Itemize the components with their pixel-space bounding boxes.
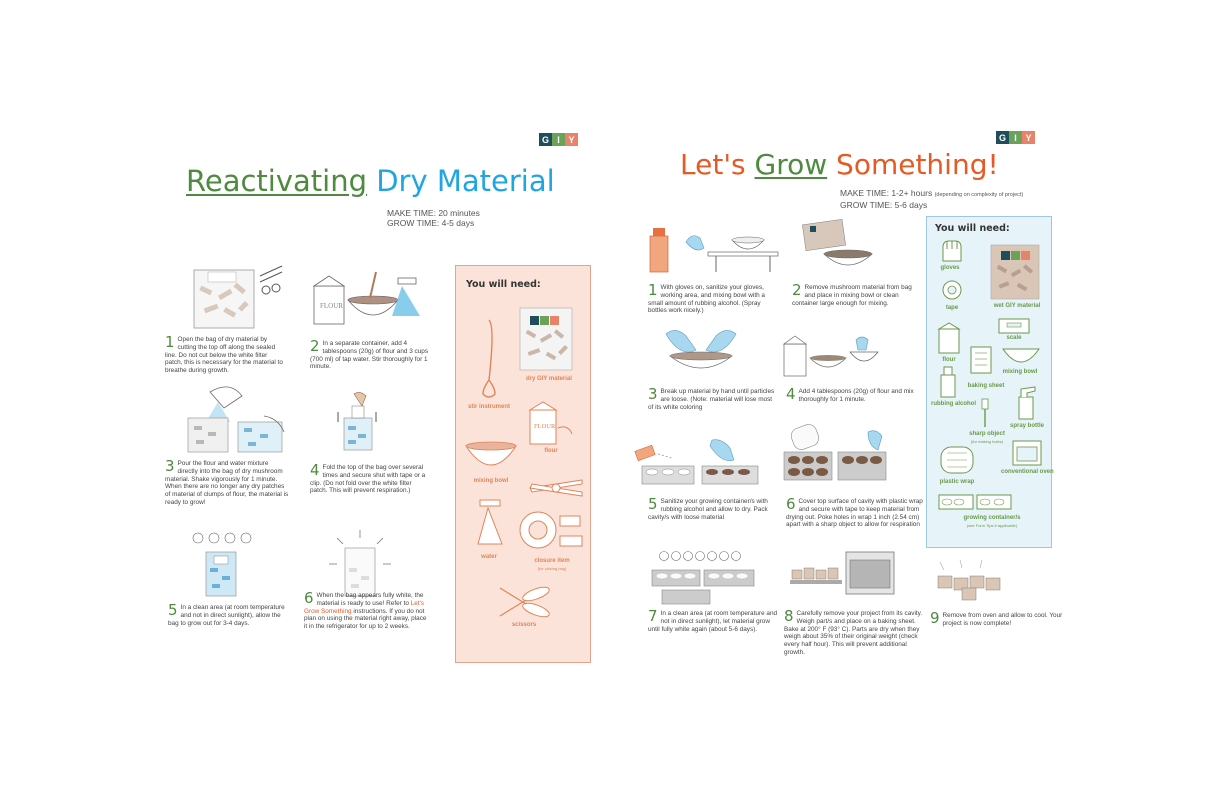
you-will-need-panel — [926, 216, 1052, 548]
time-info — [387, 208, 480, 228]
step-7 — [648, 607, 778, 633]
time-info — [840, 188, 1023, 210]
step-2 — [310, 337, 432, 371]
step-number: 8 — [784, 607, 794, 625]
growing-container-icon — [937, 491, 1013, 511]
tape-icon — [939, 279, 965, 301]
you-will-need-title: You will need: — [935, 223, 1010, 234]
giy-logo — [996, 131, 1035, 144]
stir-instrument-icon — [478, 316, 500, 400]
need-item-dry-giy-material: dry GIY material — [526, 376, 572, 382]
wet-giy-material-icon — [989, 243, 1041, 301]
step-number: 1 — [648, 281, 658, 299]
step-text: Sanitize your growing container/s with rubbing alcohol and allow to dry. Pack cavity/s with loose material — [648, 498, 768, 521]
plastic-wrap-icon — [937, 443, 977, 477]
svg-text:FLOUR: FLOUR — [320, 302, 343, 310]
sharp-object-sub: (for making holes) — [970, 439, 1003, 444]
mixing-bowl-icon — [464, 438, 518, 474]
flour-icon — [526, 398, 574, 446]
step-1 — [648, 281, 778, 315]
need-item-scale: scale — [1006, 335, 1022, 341]
step-text: instructions. If you do not plan on using the material right away, place it in the refrigerator for up to 2 weeks. — [304, 607, 427, 631]
add-flour-illustration — [780, 332, 880, 380]
need-item-closure-item — [520, 558, 584, 572]
step-number: 1 — [165, 333, 175, 351]
closure-item-label: closure item — [534, 558, 570, 564]
need-item-flour: flour — [942, 357, 956, 363]
need-item-stir-instrument: stir instrument — [467, 404, 510, 410]
step-number: 7 — [648, 607, 658, 625]
step-3 — [648, 385, 778, 411]
step-text: In a clean area (at room temperature and not in direct sunlight), let material grow until fully white again (about 5-6 days). — [648, 610, 778, 633]
step-number: 3 — [165, 457, 175, 475]
step-text: Add 4 tablespoons (20g) of flour and mix thoroughly for 1 minute. — [798, 388, 914, 403]
remove-material-illustration — [798, 218, 888, 276]
need-item-flour: flour — [544, 448, 558, 454]
step-number: 2 — [792, 281, 802, 299]
baking-sheet-icon — [969, 345, 993, 375]
grow-bag-clocks-illustration — [190, 530, 258, 605]
page-title — [680, 148, 999, 181]
title-reactivating: Reactivating — [186, 164, 367, 198]
mixing-bowl-icon — [1001, 345, 1041, 367]
dry-giy-material-icon — [518, 306, 574, 372]
step-2 — [792, 281, 920, 307]
fold-bag-illustration — [330, 388, 400, 453]
step-4 — [786, 385, 920, 404]
rubbing-alcohol-icon — [939, 365, 957, 399]
step-text: Carefully remove your project from its cavity. Weigh part/s and place on a baking sheet. Bake at 200° F (93° C). Parts are dry when they weigh about 35% of their original weight (check every half hour). This will prevent additional growth. — [784, 610, 923, 656]
sanitize-container-illustration — [632, 438, 762, 490]
logo-letter-y: Y — [565, 133, 578, 146]
you-will-need-title: You will need: — [466, 279, 541, 290]
step-text: With gloves on, sanitize your gloves, working area, and mixing bowl with a small amount of rubbing alcohol. (Spray bottles work nicely.) — [648, 284, 765, 315]
cover-plastic-wrap-illustration — [780, 422, 890, 492]
need-item-growing-containers — [947, 515, 1037, 529]
step-text: In a separate container, add 4 tablespoons (20g) of flour and 3 cups (700 ml) of tap water. Stir thoroughly for 1 minute. — [310, 340, 429, 371]
step-number: 4 — [310, 461, 320, 479]
step-1 — [165, 333, 285, 375]
make-time: MAKE TIME: 1-2+ hours — [840, 188, 933, 198]
title-lets: Let's — [680, 148, 746, 181]
closure-item-icon — [516, 506, 586, 556]
conventional-oven-icon — [1011, 439, 1043, 467]
step-text: Pour the flour and water mixture directly into the bag of dry mushroom material. Shake vigorously for 1 minute. When there are no longer any dry patches of material of clumps of flour, the material is ready to grow! — [165, 460, 289, 506]
grow-containers-clocks-illustration — [648, 550, 758, 606]
title-dry-material: Dry Material — [376, 164, 555, 198]
gloves-icon — [939, 237, 965, 263]
bag-scissors-illustration — [190, 262, 285, 332]
water-faucet-icon — [470, 498, 510, 548]
need-item-baking-sheet: baking sheet — [967, 383, 1005, 389]
grow-time: GROW TIME: 5-6 days — [840, 200, 928, 210]
step-text: Fold the top of the bag over several times and secure shut with tape or a clip. (Do not fold over the white filter patch. This will prevent respiration.) — [310, 464, 426, 495]
giy-logo — [539, 133, 578, 146]
step-text: Remove from oven and allow to cool. Your project is now complete! — [942, 612, 1063, 627]
logo-letter-i: I — [1009, 131, 1022, 144]
logo-letter-g: G — [539, 133, 552, 146]
step-4 — [310, 461, 430, 495]
step-6 — [786, 495, 924, 529]
step-5 — [168, 601, 286, 627]
need-item-scissors: scissors — [511, 622, 537, 628]
flour-icon — [937, 321, 961, 355]
need-item-spray-bottle: spray bottle — [1009, 423, 1044, 429]
step-number: 3 — [648, 385, 658, 403]
step-number: 2 — [310, 337, 320, 355]
growing-containers-label: growing container/s — [963, 515, 1021, 521]
step-number: 6 — [304, 589, 314, 607]
growing-containers-sub: (see Form Tips if applicable) — [966, 523, 1018, 528]
lets-grow-something-link[interactable]: Let's Grow Something — [304, 599, 424, 615]
scale-icon — [997, 315, 1031, 335]
page-title — [186, 164, 555, 198]
title-something: Something! — [836, 148, 999, 181]
step-3 — [165, 457, 290, 507]
step-text: Remove mushroom material from bag and place in mixing bowl or clean container large enough for mixing. — [792, 284, 912, 307]
step-6 — [304, 589, 430, 631]
grow-time: GROW TIME: 4-5 days — [387, 218, 475, 228]
flour-bowl-faucet-illustration — [310, 268, 425, 328]
sanitize-illustration — [644, 220, 784, 278]
need-item-wet-giy-material: wet GIY material — [993, 303, 1041, 309]
step-text: Break up material by hand until particles are loose. (Note: material will lose most of its white coloring — [648, 388, 775, 411]
closure-item-sub: (for closing bag) — [537, 566, 567, 571]
step-text: Cover top surface of cavity with plastic wrap and secure with tape to keep material from drying out. Poke holes in wrap 1 inch (2.54 cm) apart with a sharp object to allow for respiration — [786, 498, 923, 529]
break-up-material-illustration — [656, 326, 746, 376]
need-item-tape: tape — [945, 305, 959, 311]
scissors-icon — [496, 584, 556, 620]
need-item-gloves: gloves — [940, 265, 960, 271]
need-item-mixing-bowl: mixing bowl — [1002, 369, 1038, 375]
step-number: 9 — [930, 609, 940, 627]
step-number: 6 — [786, 495, 796, 513]
step-text: When the bag appears fully white, the material is ready to use! Refer to — [316, 592, 424, 607]
sharp-object-icon — [975, 397, 995, 429]
need-item-mixing-bowl: mixing bowl — [473, 478, 509, 484]
step-number: 5 — [168, 601, 178, 619]
pour-mixture-illustration — [180, 382, 290, 454]
step-text: Open the bag of dry material by cutting the top off along the sealed line. Do not cut below the white filter patch, this is necessary for the material to breathe during growth. — [165, 336, 283, 375]
step-9 — [930, 609, 1070, 628]
need-item-rubbing-alcohol: rubbing alcohol — [931, 401, 976, 407]
svg-text:FLOUR: FLOUR — [534, 423, 556, 430]
clip-icon — [526, 474, 586, 502]
step-5 — [648, 495, 778, 521]
sharp-object-label: sharp object — [969, 431, 1005, 437]
logo-letter-g: G — [996, 131, 1009, 144]
need-item-water: water — [481, 554, 497, 560]
logo-letter-y: Y — [1022, 131, 1035, 144]
title-grow: Grow — [754, 148, 828, 181]
step-8 — [784, 607, 924, 657]
step-number: 5 — [648, 495, 658, 513]
step-text: In a clean area (at room temperature and not in direct sunlight), allow the bag to grow out for 3-4 days. — [168, 604, 285, 627]
need-item-conventional-oven: conventional oven — [1001, 469, 1054, 475]
page-reactivating — [160, 120, 660, 680]
spray-bottle-icon — [1015, 383, 1039, 421]
logo-letter-i: I — [552, 133, 565, 146]
need-item-plastic-wrap: plastic wrap — [939, 479, 975, 485]
page-lets-grow — [620, 120, 1070, 680]
you-will-need-panel — [455, 265, 591, 663]
bake-oven-illustration — [788, 550, 898, 608]
step-number: 4 — [786, 385, 796, 403]
make-time-note: (depending on complexity of project) — [934, 192, 1024, 198]
cool-project-illustration — [930, 556, 1020, 604]
make-time: MAKE TIME: 20 minutes — [387, 208, 480, 218]
